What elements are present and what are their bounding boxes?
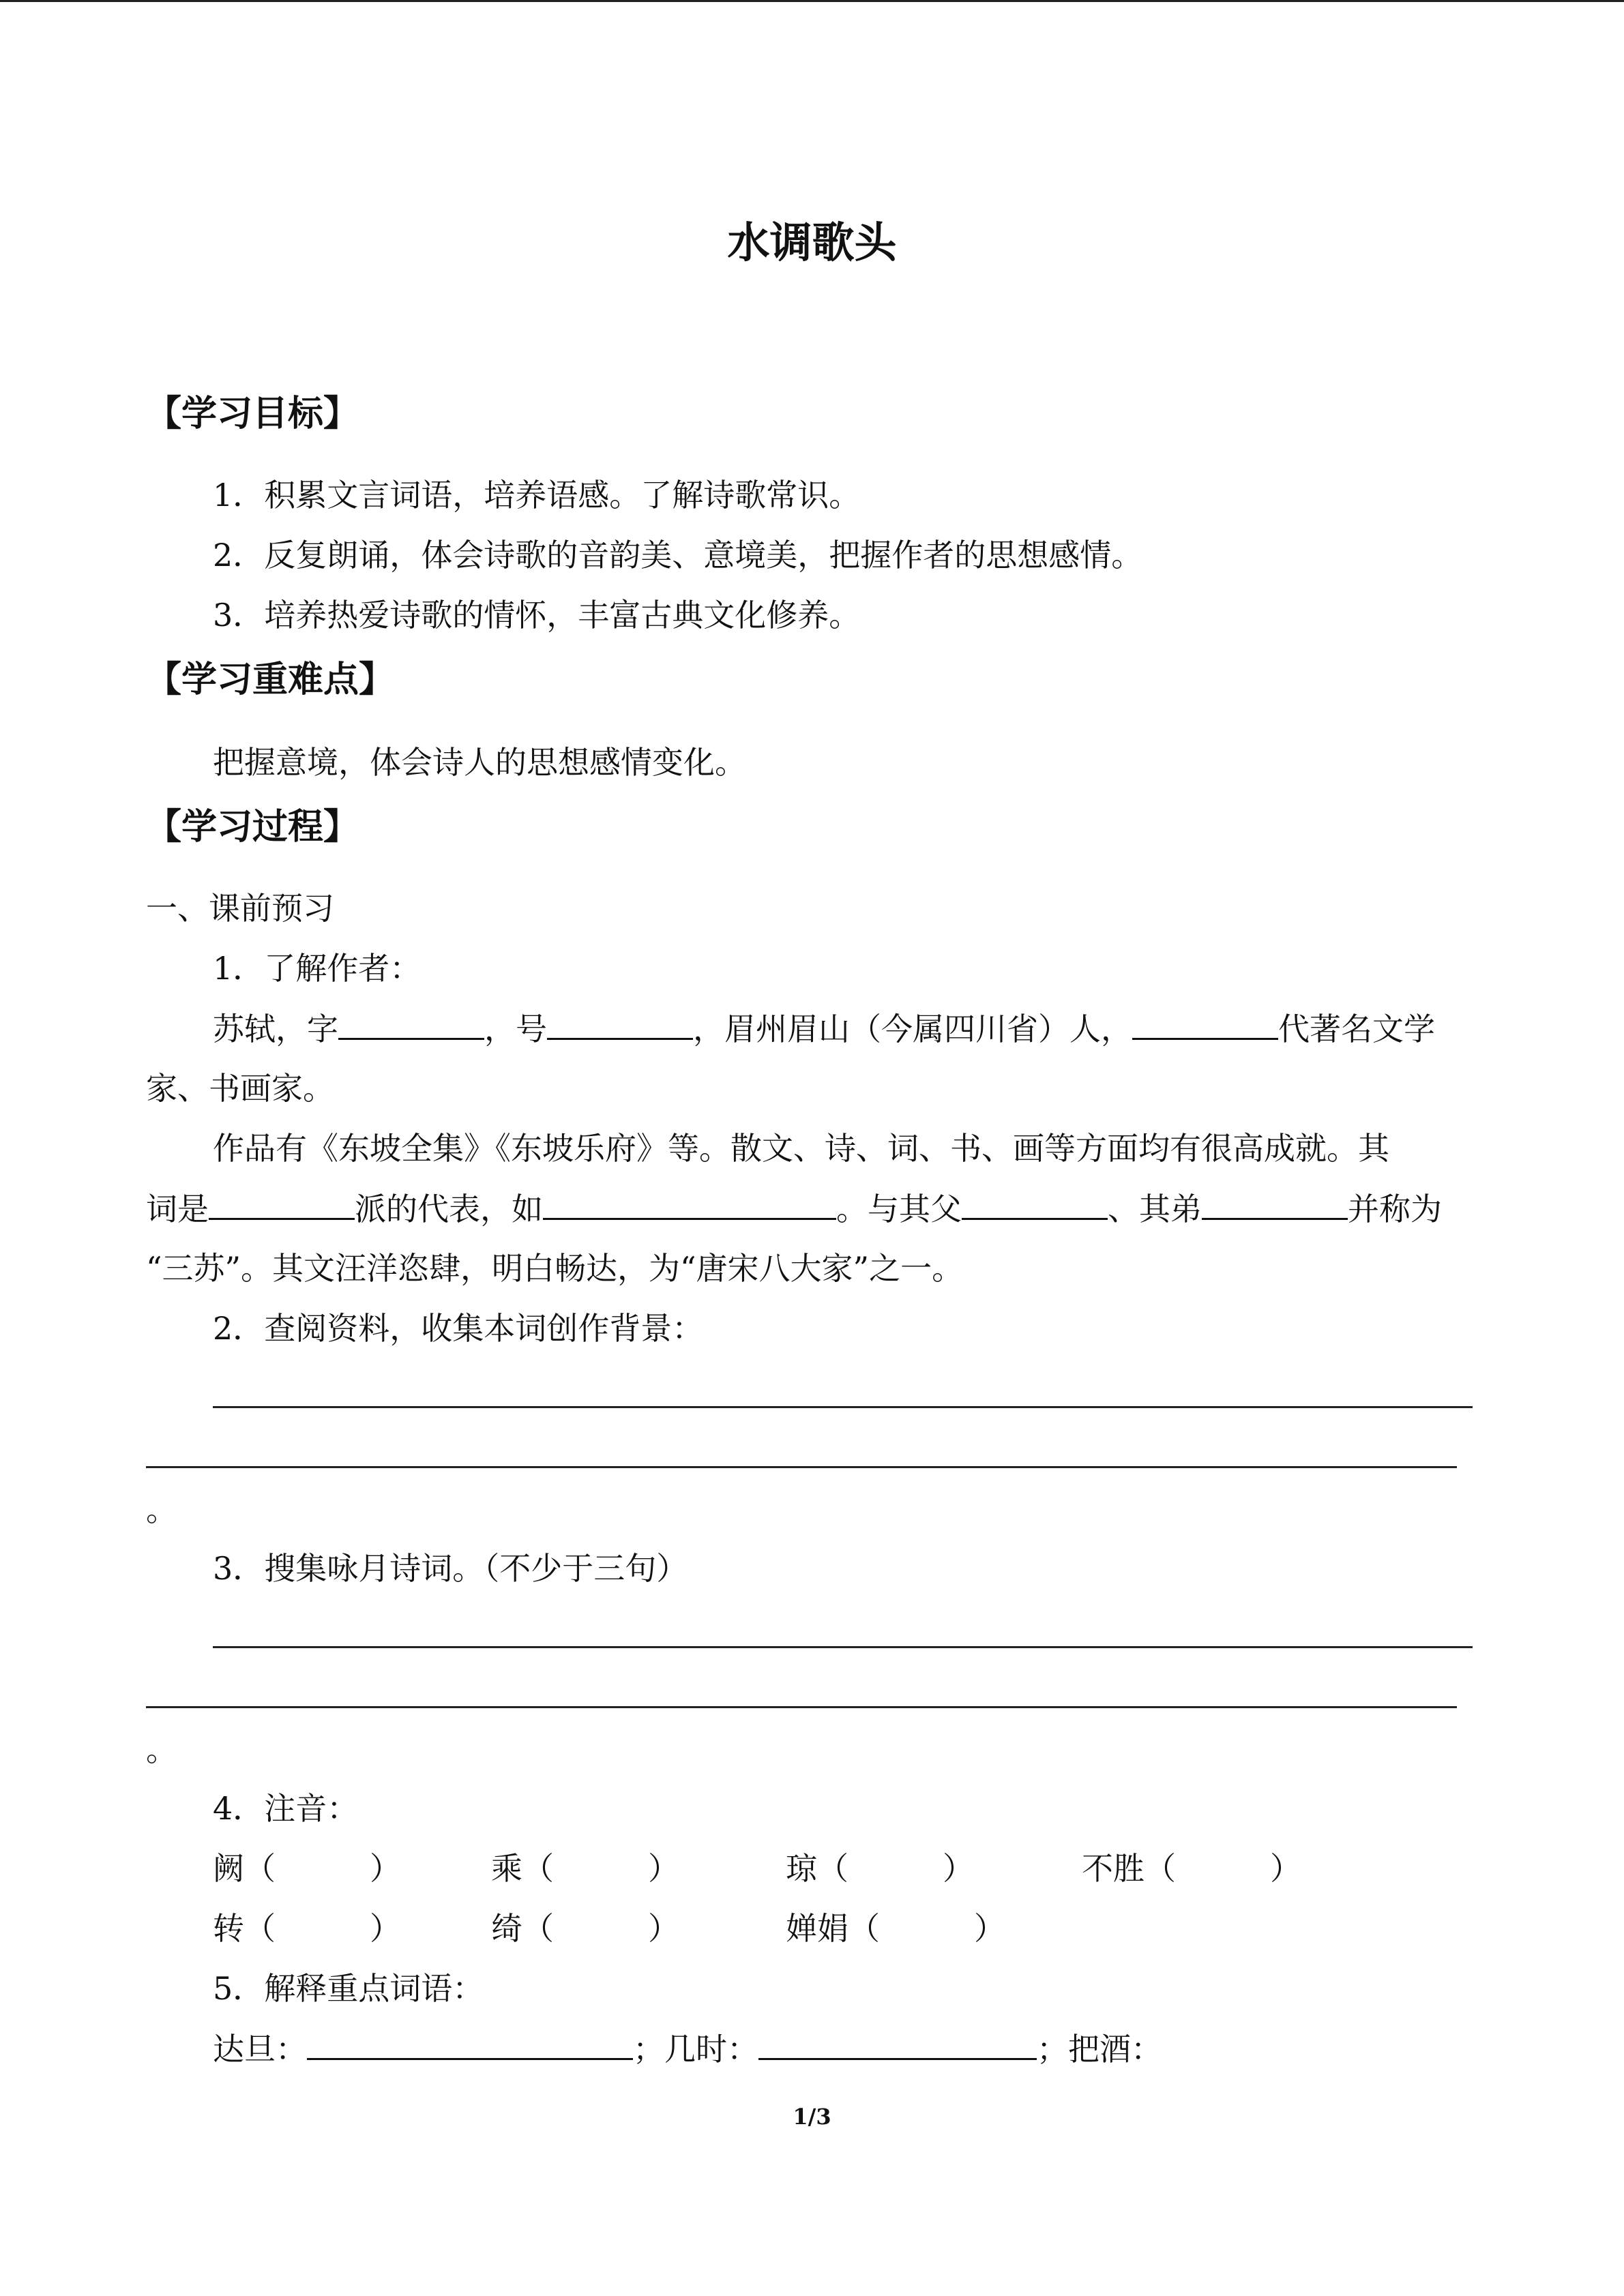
- pinyin-item-zhuan[interactable]: 转（ ）: [213, 1910, 401, 1947]
- q3-label: 3．搜集咏月诗词。（不少于三句）: [213, 1550, 688, 1587]
- q3-answer-line-2[interactable]: [146, 1706, 1457, 1708]
- term-dadan: 达旦：: [213, 2031, 307, 2068]
- blank-school[interactable]: [209, 1188, 355, 1220]
- pinyin-item-chanjuan[interactable]: 婵娟（ ）: [786, 1910, 1005, 1947]
- top-border: [0, 0, 1624, 2]
- pinyin-item-que[interactable]: 阙（ ）: [213, 1850, 401, 1887]
- pinyin-item-qi[interactable]: 绮（ ）: [491, 1910, 679, 1947]
- blank-courtesy-name[interactable]: [338, 1008, 484, 1040]
- q1-text-b: ，号: [484, 1011, 547, 1047]
- q3-answer-line-1[interactable]: [213, 1646, 1473, 1648]
- q2-answer-line-2[interactable]: [146, 1466, 1457, 1468]
- q2-answer-line-1[interactable]: [213, 1406, 1473, 1408]
- blank-dynasty[interactable]: [1132, 1008, 1278, 1040]
- goal-item-2: 2．反复朗诵，体会诗歌的音韵美、意境美，把握作者的思想感情。: [213, 537, 1143, 573]
- goal-item-3: 3．培养热爱诗歌的情怀，丰富古典文化修养。: [213, 597, 861, 633]
- q1-text-a: 苏轼，字: [213, 1011, 338, 1047]
- key-points-heading: 【学习重难点】: [146, 659, 395, 700]
- blank-jishi[interactable]: [758, 2028, 1037, 2060]
- q5-label: 5．解释重点词语：: [213, 1970, 484, 2007]
- q1-line3: 作品有《东坡全集》《东坡乐府》等。散文、诗、词、书、画等方面均有很高成就。其: [213, 1130, 1389, 1167]
- page-number: 1/3: [793, 2104, 831, 2130]
- blank-father[interactable]: [962, 1188, 1108, 1220]
- process-heading: 【学习过程】: [146, 807, 359, 848]
- page-title: 水调歌头: [727, 218, 897, 267]
- q1-line4: [146, 1188, 1442, 1229]
- section-preview: 一、课前预习: [146, 890, 334, 927]
- term-jishi: ；几时：: [633, 2031, 758, 2068]
- blank-brother[interactable]: [1202, 1188, 1348, 1220]
- q1-text-brother: 、其弟: [1108, 1191, 1202, 1227]
- q1-line2: 家、书画家。: [146, 1070, 334, 1107]
- q2-label: 2．查阅资料，收集本词创作背景：: [213, 1310, 704, 1347]
- goal-item-1: 1．积累文言词语，培养语感。了解诗歌常识。: [213, 477, 861, 513]
- q1-line5: “三苏”。其文汪洋恣肆，明白畅达，为“唐宋八大家”之一。: [146, 1250, 964, 1287]
- q1-text-pai: 派的代表，如: [355, 1191, 543, 1227]
- key-points-text: 把握意境，体会诗人的思想感情变化。: [213, 744, 746, 781]
- blank-art-name[interactable]: [547, 1008, 693, 1040]
- blank-dadan[interactable]: [307, 2028, 633, 2060]
- blank-example-work[interactable]: [543, 1188, 836, 1220]
- q3-end-mark: 。: [146, 1731, 177, 1768]
- pinyin-item-busheng[interactable]: 不胜（ ）: [1082, 1850, 1301, 1887]
- pinyin-item-qiong[interactable]: 琼（ ）: [786, 1850, 974, 1887]
- q1-text-ci: 词是: [146, 1191, 209, 1227]
- q1-text-father: 。与其父: [836, 1191, 962, 1227]
- pinyin-item-cheng[interactable]: 乘（ ）: [491, 1850, 679, 1887]
- term-bajiu: ；把酒：: [1037, 2031, 1162, 2068]
- q2-end-mark: 。: [146, 1491, 177, 1528]
- q1-text-together: 并称为: [1348, 1191, 1442, 1227]
- q4-label: 4．注音：: [213, 1790, 359, 1827]
- goals-heading: 【学习目标】: [146, 393, 359, 434]
- q1-line1: [213, 1008, 1435, 1049]
- q1-text-d: 代著名文学: [1278, 1011, 1435, 1047]
- q1-label: 1．了解作者：: [213, 950, 422, 987]
- q5-terms: [213, 2028, 1162, 2070]
- q1-text-c: ，眉州眉山（今属四川省）人，: [693, 1011, 1132, 1047]
